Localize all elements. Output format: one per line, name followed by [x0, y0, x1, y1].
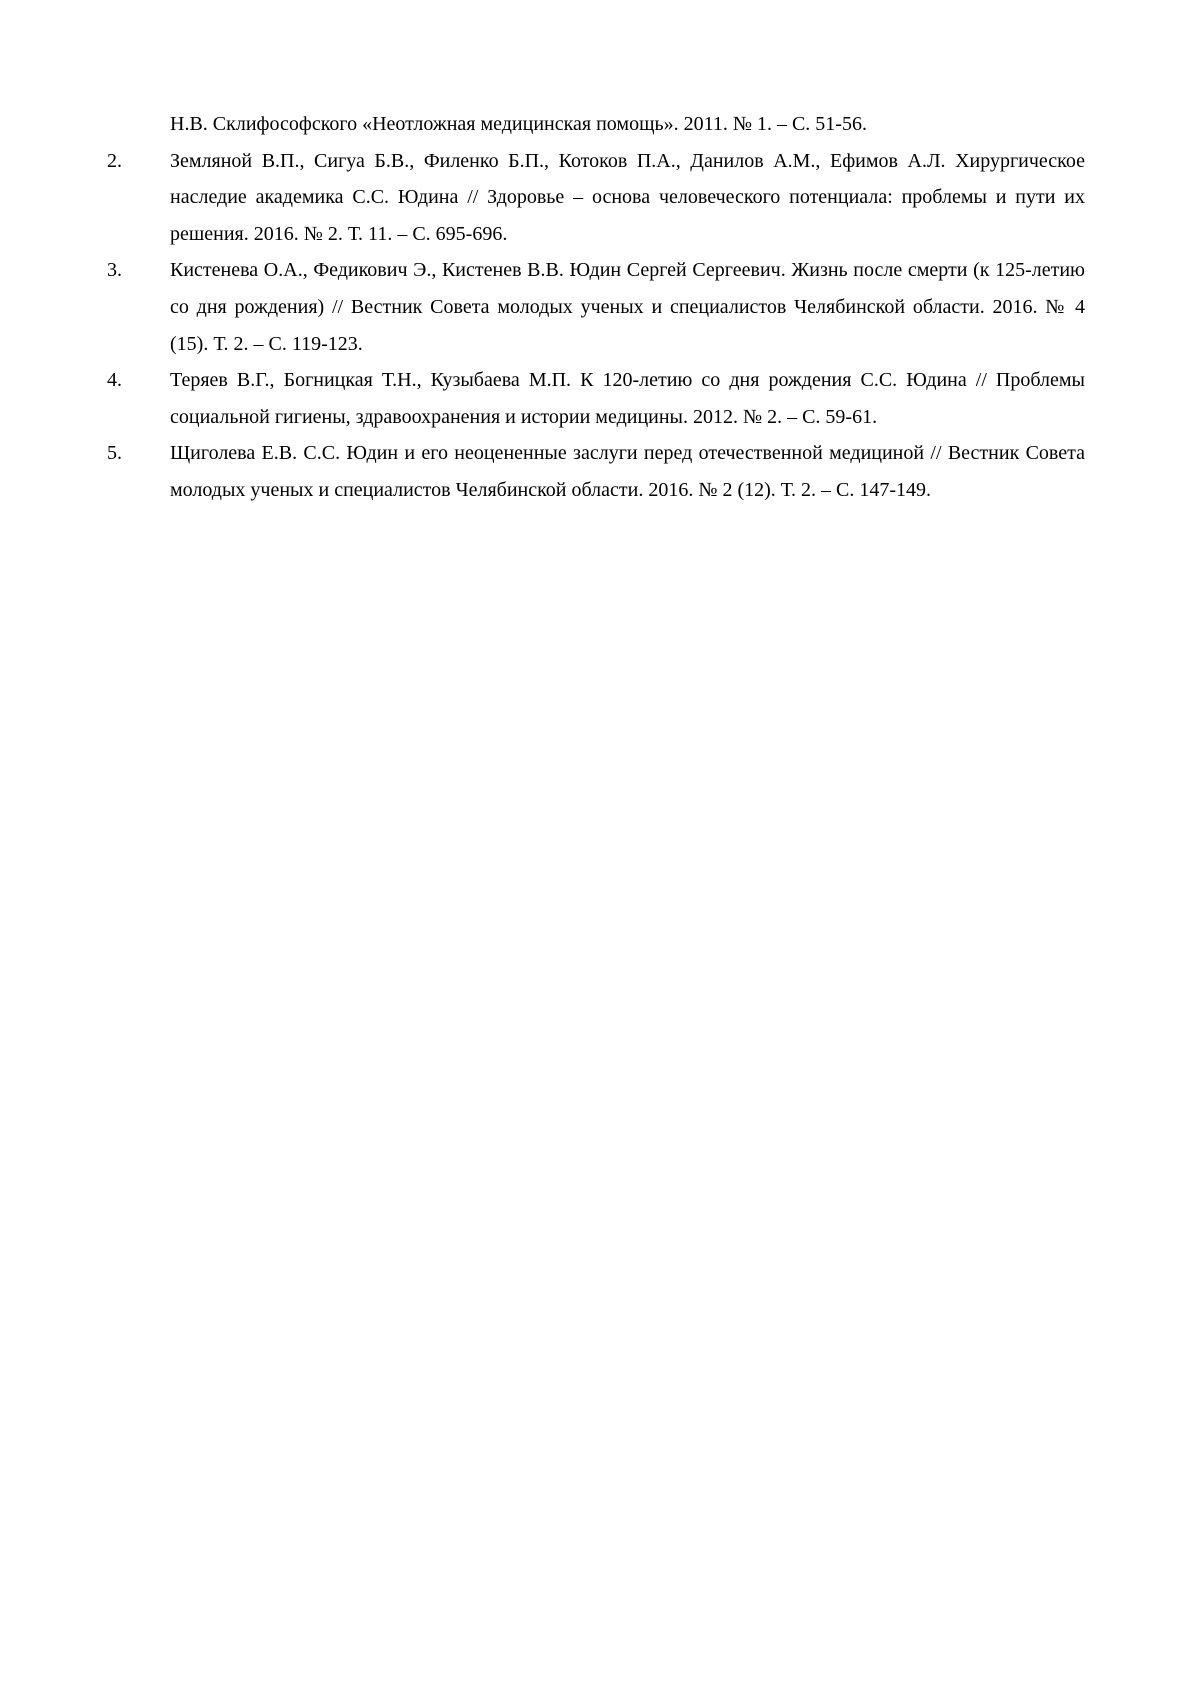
reference-item — [107, 106, 1085, 143]
references-list — [107, 106, 1085, 509]
reference-item — [107, 435, 1085, 508]
reference-text: Н.В. Склифософского «Неотложная медицинская помощь». 2011. № 1. – С. 51-56. — [170, 113, 867, 135]
reference-number: 2. — [107, 149, 122, 172]
reference-item — [107, 143, 1085, 253]
reference-number: 4. — [107, 369, 122, 392]
reference-text: Земляной В.П., Сигуа Б.В., Филенко Б.П., Котоков П.А., Данилов А.М., Ефимов А.Л. Хирургическое наследие академика С.С. Юдина // Здоровье – основа человеческого потенциала: проблемы и пути их решения. 2016. № 2. Т. 11. – С. 695-696. — [170, 149, 1085, 245]
reference-number: 3. — [107, 259, 122, 282]
reference-number: 5. — [107, 442, 122, 465]
reference-text: Теряев В.Г., Богницкая Т.Н., Кузыбаева М.П. К 120-летию со дня рождения С.С. Юдина // Проблемы социальной гигиены, здравоохранения и истории медицины. 2012. № 2. – С. 59-61. — [170, 369, 1085, 428]
reference-item — [107, 362, 1085, 435]
reference-item — [107, 252, 1085, 362]
reference-text: Щиголева Е.В. С.С. Юдин и его неоцененные заслуги перед отечественной медициной // Вестник Совета молодых ученых и специалистов Челябинской области. 2016. № 2 (12). Т. 2. – С. 147-149. — [170, 442, 1085, 501]
reference-text: Кистенева О.А., Федикович Э., Кистенев В.В. Юдин Сергей Сергеевич. Жизнь после смерти (к 125-летию со дня рождения) // Вестник Совета молодых ученых и специалистов Челябинской области. 2016. № 4 (15). Т. 2. – С. 119-123. — [170, 259, 1085, 355]
